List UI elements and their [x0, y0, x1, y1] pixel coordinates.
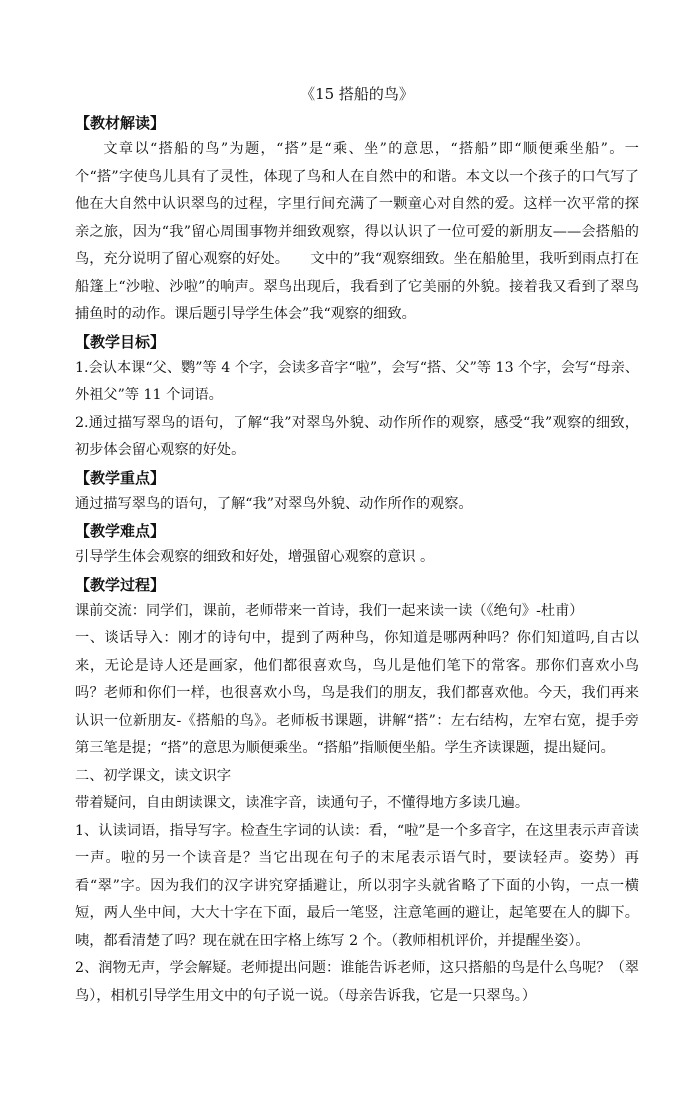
document-title: 《15 搭船的鸟》	[300, 85, 414, 103]
paragraph-guocheng-1: 课前交流：同学们，课前，老师带来一首诗，我们一起来读一读（《绝句》-杜甫）	[75, 602, 584, 619]
paragraph-nandian: 引导学生体会观察的细致和好处，增强留心观察的意识 。	[75, 549, 435, 565]
paragraph-guocheng-5: 1、认读词语，指导写字。检查生字词的认读：看，“啦”是一个多音字，在这里表示声音读一声。啦的另一个读音是？当它出现在句子的末尾表示语气时，要读轻声。姿势）再看“翠”字。因为我们的汉字讲究穿插避让，所以羽字头就省略了下面的小钩，一点一横短，两人坐中间，大大十字在下面，最后一笔竖，注意笔画的避让，起笔要在人的脚下。咦，都看清楚了吗？现在就在田字格上练写 2 个。（教师相机评价，并提醒坐姿）。	[75, 822, 639, 949]
paragraph-jiaocai: 文章以“搭船的鸟”为题，“搭”是“乘、坐”的意思，“搭船”即“顺便乘坐船”。一个“搭”字使鸟儿具有了灵性，体现了鸟和人在自然中的和谐。本文以一个孩子的口气写了他在大自然中认识翠鸟的过程，字里行间充满了一颗童心对自然的爱。这样一次平常的探亲之旅，因为“我”留心周围事物并细致观察，得以认识了一位可爱的新朋友——会搭船的鸟，充分说明了留心观察的好处。 文中的”我“观察细致。坐在船舱里，我听到雨点打在船篷上“沙啦、沙啦”的响声。翠鸟出现后，我看到了它美丽的外貌。接着我又看到了翠鸟捕鱼时的动作。课后题引导学生体会”我“观察的细致。	[75, 141, 639, 322]
section-heading-nandian: 【教学难点】	[75, 522, 166, 540]
paragraph-guocheng-3: 二、初学课文，读文识字	[75, 767, 232, 784]
paragraph-guocheng-4: 带着疑问，自由朗读课文，读准字音，读通句子，不懂得地方多读几遍。	[75, 795, 530, 811]
paragraph-mubiao-2: 2.通过描写翠鸟的语句，了解“我”对翠鸟外貌、动作所作的观察，感受“我”观察的细致，初步体会留心观察的好处。	[75, 414, 639, 458]
section-heading-guocheng: 【教学过程】	[75, 575, 166, 594]
section-heading-zhongdian: 【教学重点】	[75, 468, 166, 487]
section-heading-mubiao: 【教学目标】	[75, 332, 166, 351]
paragraph-mubiao-1: 1.会认本课“父、鹦”等 4 个字，会读多音字“啦”，会写“搭、父”等 13 个字，会写“母亲、外祖父”等 11 个词语。	[75, 359, 639, 403]
paragraph-guocheng-6: 2、润物无声，学会解疑。老师提出问题：谁能告诉老师，这只搭船的鸟是什么鸟呢？（翠鸟），相机引导学生用文中的句子说一说。（母亲告诉我，它是一只翠鸟。）	[75, 960, 639, 1004]
section-heading-jiaocai: 【教材解读】	[75, 114, 166, 132]
paragraph-guocheng-2: 一、谈话导入：刚才的诗句中，提到了两种鸟，你知道是哪两种吗？你们知道吗,自古以来，无论是诗人还是画家，他们都很喜欢鸟，鸟儿是他们笔下的常客。那你们喜欢小鸟吗？老师和你们一样，也很喜欢小鸟，鸟是我们的朋友，我们都喜欢他。今天，我们再来认识一位新朋友-《搭船的鸟》。老师板书课题，讲解“搭”：左右结构，左窄右宽，提手旁第三笔是提；“搭”的意思为顺便乘坐。“搭船”指顺便坐船。学生齐读课题，提出疑问。	[75, 630, 639, 756]
paragraph-zhongdian: 通过描写翠鸟的语句，了解“我”对翠鸟外貌、动作所作的观察。	[75, 495, 473, 512]
